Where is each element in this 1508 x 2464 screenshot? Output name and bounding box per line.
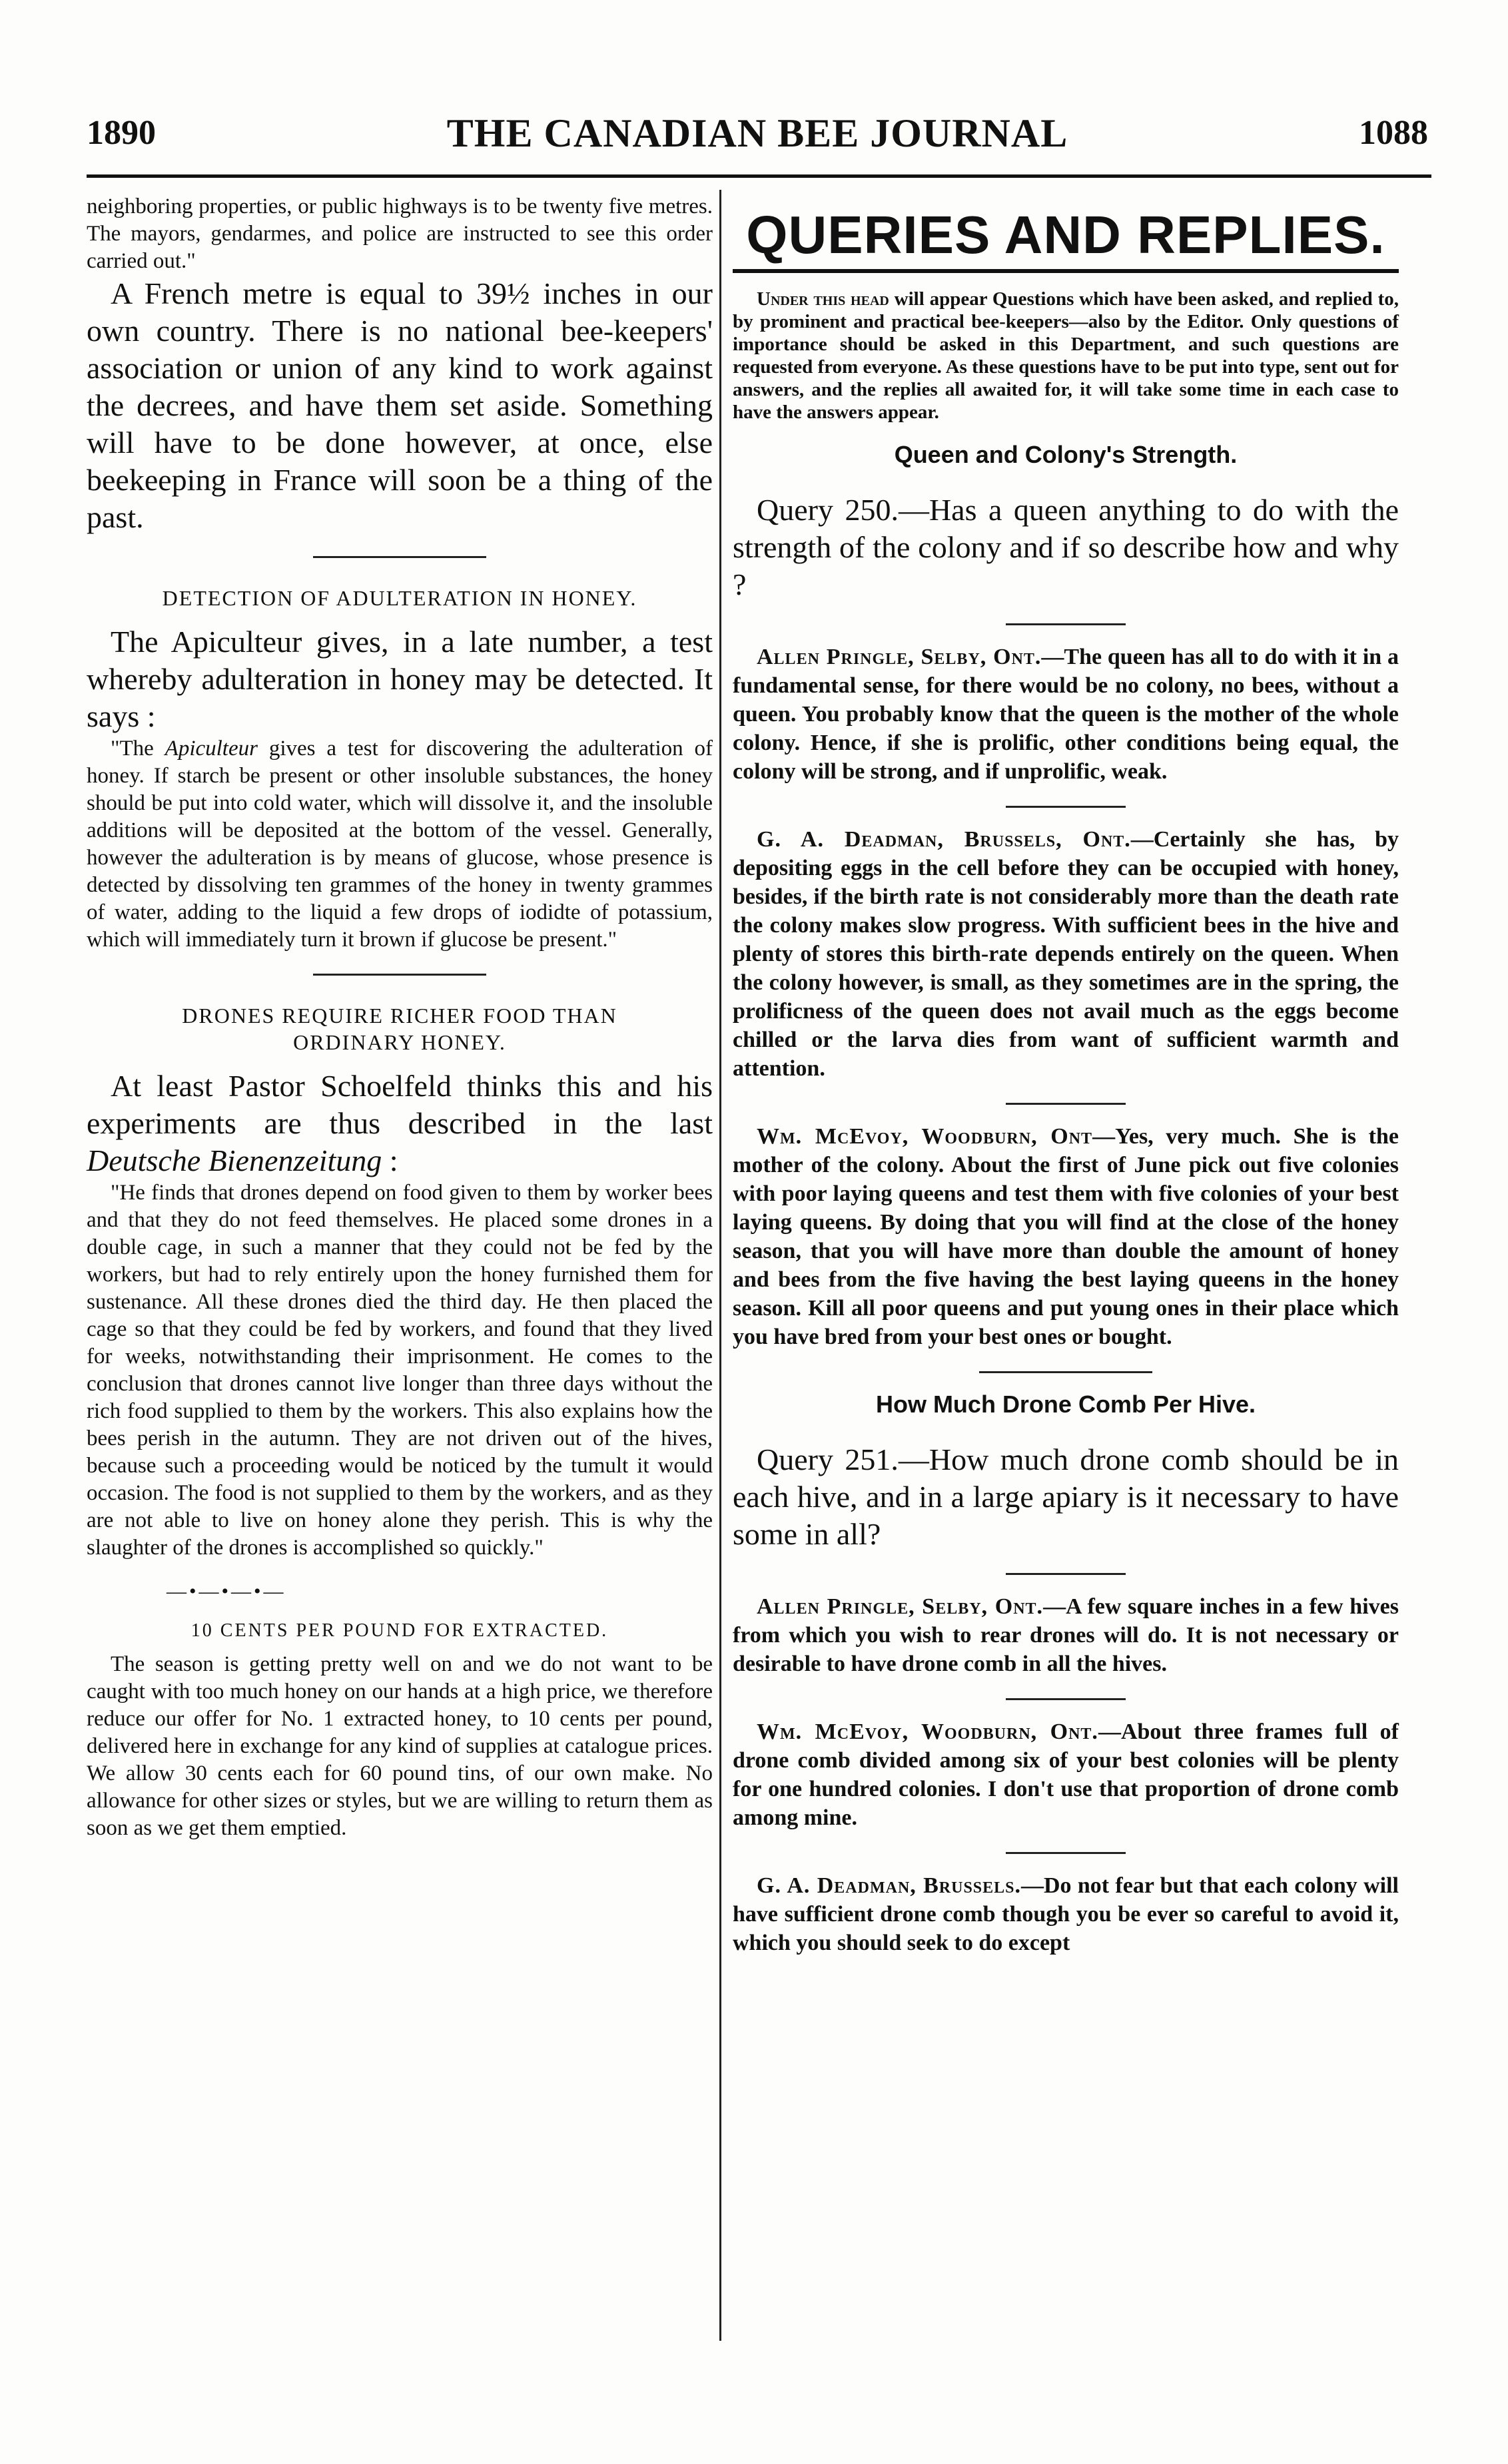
column-divider: [719, 190, 721, 2341]
subhead-drone-comb: How Much Drone Comb Per Hive.: [875, 1390, 1256, 1418]
drones-quote: "He finds that drones depend on food given to them by worker bees and that they do not feed themselves. He placed some drones in a double cage, in such a manner that they could not be fed by the workers, but had to rely entirely upon the honey furnished them for sustenance. All these drones died the third day. He then placed the cage so that they could be fed by workers, and found that they lived for weeks, notwithstanding their imprisonment. He comes to the conclusion that drones cannot live longer than three days without the rich food supplied to them by the workers. This also explains how the bees perish in the autumn. They are not driven out of the hives, because such a proceeding would be noticed by the tumult it would occasion. The food is not supplied to them by the workers, and as they are not able to live on honey alone they perish. This is why the slaughter of the drones is accomplished so quickly.": [87, 1181, 713, 1560]
ornament-divider: —•—•—•—: [167, 1580, 286, 1602]
drones-heading: DRONES REQUIRE RICHER FOOD THAN ORDINARY HONEY.: [182, 1004, 617, 1054]
query-250: Query 250.—Has a queen anything to do with the strength of the colony and if so describe how and why ?: [733, 493, 1399, 601]
answer-deadman-251: G. A. Deadman, Brussels.—Do not fear but that each colony will have sufficient drone comb though you be ever so careful to avoid it, which you should seek to do except: [733, 1873, 1399, 1955]
subhead-queen-strength: Queen and Colony's Strength.: [894, 441, 1238, 468]
apiculteur-intro: The Apiculteur gives, in a late number, a test whereby adulteration in honey may be detected. It says :: [87, 625, 713, 733]
section-rule: [313, 556, 486, 558]
page-header: [87, 107, 1428, 166]
extracted-paragraph: The season is getting pretty well on and we do not want to be caught with too much honey on our hands at a high price, we therefore reduce our offer for No. 1 extracted honey, to 10 cents per pound, delivered here in exchange for any kind of supplies at catalogue prices. We allow 30 cents each for 60 pound tins, of our own make. No allowance for other sizes or styles, but we are willing to return them as soon as we get them emptied.: [87, 1652, 713, 1840]
answer-rule: [1006, 1698, 1126, 1700]
queries-title: QUERIES AND REPLIES.: [746, 205, 1385, 264]
schoelfeld-intro: At least Pastor Schoelfeld thinks this and his experiments are thus described in the last Deutsche Bienenzeitung :: [87, 1069, 713, 1177]
extracted-heading: 10 CENTS PER POUND FOR EXTRACTED.: [190, 1620, 609, 1641]
adulteration-heading: DETECTION OF ADULTERATION IN HONEY.: [162, 586, 637, 610]
answer-rule: [1006, 806, 1126, 808]
answer-rule: [1006, 1852, 1126, 1854]
queries-intro: Under this head will appear Questions which have been asked, and replied to, by prominent and practical bee-keepers—also by the Editor. Only questions of importance should be asked in this Department, and such questions are requested from everyone. As these questions have to be put into type, sent out for answers, and the replies all awaited for, it will take some time in each case to have the answers appear.: [733, 288, 1399, 423]
continued-quote: neighboring properties, or public highways is to be twenty five metres. The mayors, gendarmes, and police are instructed to see this order carried out.": [87, 194, 713, 273]
answer-mcevoy-250: Wm. McEvoy, Woodburn, Ont—Yes, very much. She is the mother of the colony. About the first of June pick out five colonies with poor laying queens and test them with five colonies of your best laying queens. By doing that you will find at the close of the honey season, that you will have more than double the amount of honey and bees from the five having the best laying queens in the honey season. Kill all poor queens and put young ones in their place which you have bred from your best ones or bought.: [733, 1124, 1399, 1349]
title-rule: [733, 269, 1399, 273]
answer-rule: [1006, 1573, 1126, 1575]
query-251: Query 251.—How much drone comb should be in each hive, and in a large apiary is it necessary to have some in all?: [733, 1442, 1399, 1551]
france-paragraph: A French metre is equal to 39½ inches in our own country. There is no national bee-keepers' association or union of any kind to work against the decrees, and have them set aside. Something will have to be done however, at once, else beekeeping in France will soon be a thing of the past.: [87, 276, 713, 534]
section-rule: [313, 974, 486, 976]
answer-deadman-250: G. A. Deadman, Brussels, Ont.—Certainly she has, by depositing eggs in the cell before they can be occupied with honey, besides, if the birth rate is not considerably more than the death rate the colony makes slow progress. With sufficient bees in the hive and plenty of stores this birth-rate depends entirely on the queen. When the colony however, is small, as they sometimes are in the spring, the prolificness of the queen does not avail much as the eggs become chilled or the larva dies from want of sufficient warmth and attention.: [733, 827, 1399, 1081]
header-year: 1890: [87, 114, 156, 152]
answer-pringle-250: Allen Pringle, Selby, Ont.—The queen has all to do with it in a fundamental sense, for there would be no colony, no bees, without a queen. You probably know that the queen is the mother of the whole colony. Hence, if she is prolific, other conditions being equal, the colony will be strong, and if unprolific, weak.: [733, 645, 1399, 784]
journal-title: THE CANADIAN BEE JOURNAL: [446, 111, 1068, 155]
answer-rule: [1006, 623, 1126, 625]
answer-rule: [1006, 1103, 1126, 1105]
answer-mcevoy-251: Wm. McEvoy, Woodburn, Ont.—About three frames full of drone comb divided among six of your best colonies will be plenty for one hundred colonies. I don't use that proportion of drone comb among mine.: [733, 1719, 1399, 1830]
answer-pringle-251: Allen Pringle, Selby, Ont.—A few square inches in a few hives from which you wish to rear drones will do. It is not necessary or desirable to have drone comb in all the hives.: [733, 1594, 1399, 1676]
apiculteur-quote: "The Apiculteur gives a test for discovering the adulteration of honey. If starch be present or other insoluble substances, the honey should be put into cold water, which will dissolve it, and the insoluble additions will be deposited at the bottom of the vessel. Generally, however the adulteration is by means of glucose, whose presence is detected by dissolving ten grammes of the honey in twenty grammes of water, adding to the liquid a few drops of iodidte of potassium, which will immediately turn it brown if glucose be present.": [87, 737, 713, 952]
header-rule: [87, 174, 1431, 178]
page-number: 1088: [1359, 114, 1428, 152]
section-rule: [979, 1371, 1152, 1373]
right-column: [733, 193, 1399, 1957]
left-column: [87, 193, 713, 1842]
